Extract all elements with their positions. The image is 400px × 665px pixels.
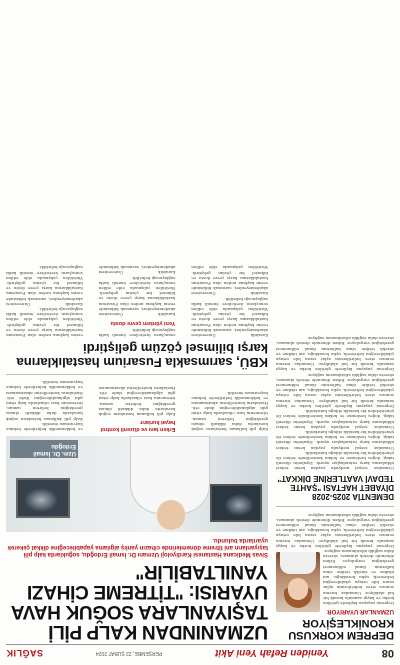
divider bbox=[276, 506, 394, 507]
second-left-body: Uzmanlar, sosyal medyada yayılan kesin tedavi iddialarına karşı vatandaşları uyardı. Diyabetin düzenli takip, doğru beslenme ve hekim kontrolünde tedavi ile yönetilebilen bir hastalık olduğu hatırlatıldı. bbox=[276, 450, 394, 472]
left-subheadline: UZMANLAR UYARIYOR bbox=[327, 608, 394, 614]
main-body-cont2: Kalp pili kullanan hastaların soğuk havalarda daha dikkatli olması gerektiğini belirten uzman, titremenin bazı cihazlarda kalp ritmi gibi algılanabileceğini ifade etti. Hastaların kontrollerini aksatmaması ve beklenmedik belirtilerde hekime başvurması önerildi. bbox=[6, 380, 83, 422]
main-column bbox=[6, 6, 268, 641]
second-left-body-cont: Uzmanlar, sosyal medyada yayılan kesin tedavi iddialarına karşı vatandaşları uyardı. Diyabetin düzenli takip, doğru beslenme ve hekim kontrolünde tedavi ile yönetilebilen bir hastalık olduğu hatırlatıldı. bbox=[276, 429, 394, 451]
left-body-cont: Depremi yaşayan kişilerde görülen korku ve kaygı zamanla kronik bir hal alabiliyor. Uzmanlar, travma sonrası stres belirtilerinin aylar sonra bile ortaya çıkabileceğini belirterek, uyku bozukluğu, ani irkilme ve sürekli tetikte olma hallerinin ihmal edilmemesi gerektiğini vurguluyor. Erken dönemde destek alınması, sürecin daha sağlıklı atlatılmasını sağlıyor. bbox=[276, 512, 394, 549]
second-body-cont: Karabük Üniversitesi akademisyenleri, sarımsak bitkisinde verim kaybına neden olan Fusarium hastalıklarına karşı çevre dostu ve bilimsel bir çözüm geliştirdi. Yürütülen çalışmada elde edilen sonuçların üreticilere önemli katkı sağlayacağı belirtildi. bbox=[98, 265, 268, 338]
main-dek: Sivas Medicana Hastanesi Kardiyoloji Uzmanı Dr. İsmail Erdoğdu, soğuklarda kalp pili taşıyanların ani titreme dönemlerinde cihazın yanlış algılama yapabileceğine dikkat çekerek uyarılarda bulundu. bbox=[7, 537, 268, 557]
divider bbox=[6, 374, 268, 375]
main-pullquote: Erken tanı ve düzenli kontrol hayat kurtarır bbox=[100, 419, 176, 432]
second-headline: KBÜ, sarımsakla Fusarium hastalıklarına karşı bilimsel çözüm geliştirdi bbox=[16, 340, 268, 370]
photo-caption: Uzm. Dr. İsmail Erdoğdu bbox=[10, 440, 78, 458]
second-left-body-cont4: Depremi yaşayan kişilerde görülen korku ve kaygı zamanla kronik bir hal alabiliyor. Uzmanlar, travma sonrası stres belirtilerinin aylar sonra bile ortaya çıkabileceğini belirterek, uyku bozukluğu, ani irkilme ve sürekli tetikte olma hallerinin ihmal edilmemesi gerektiğini vurguluyor. Erken dönemde destek alınması, sürecin daha sağlıklı atlatılmasını sağlıyor. bbox=[276, 336, 394, 373]
issue-date: PERŞEMBE, 22 ŞUBAT 2024 bbox=[95, 650, 163, 656]
main-headline: UZMANINDAN KALP PİLİ TAŞIYANLARA SOĞUK HAVA UYARISI: "TİTREME CİHAZI YANILTABİLİR" bbox=[11, 561, 268, 642]
newspaper-logo: Yeniden Refah Yeni Akit bbox=[215, 647, 329, 659]
page-number: 08 bbox=[381, 647, 394, 659]
second-left-body-cont3: Depremi yaşayan kişilerde görülen korku ve kaygı zamanla kronik bir hal alabiliyor. Uzmanlar, travma sonrası stres belirtilerinin aylar sonra bile ortaya çıkabileceğini belirterek, uyku bozukluğu, ani irkilme ve sürekli tetikte olma hallerinin ihmal edilmemesi gerektiğini vurguluyor. Erken dönemde destek alınması, sürecin daha sağlıklı atlatılmasını sağlıyor. bbox=[276, 372, 394, 409]
author-portrait bbox=[276, 552, 320, 612]
second-body-columns bbox=[6, 265, 268, 338]
second-body-cont4: Karabük Üniversitesi akademisyenleri, sarımsak bitkisinde verim kaybına neden olan Fusarium hastalıklarına karşı çevre dostu ve bilimsel bir çözüm geliştirdi. Yürütülen çalışmada elde edilen sonuçların üreticilere önemli katkı sağlayacağı belirtildi. bbox=[6, 265, 83, 307]
second-body-cont2: Karabük Üniversitesi akademisyenleri, sarımsak bitkisinde verim kaybına neden olan Fusarium hastalıklarına karşı çevre dostu ve bilimsel bir çözüm geliştirdi. Yürütülen çalışmada elde edilen sonuçların üreticilere önemli katkı sağlayacağı belirtildi. bbox=[98, 275, 176, 318]
main-body: Kalp pili kullanan hastaların soğuk havalarda daha dikkatli olması gerektiğini belirten uzman, titremenin bazı cihazlarda kalp ritmi gibi algılanabileceğini ifade etti. Hastaların kontrollerini aksatmaması ve beklenmedik belirtilerde hekime başvurması önerildi. bbox=[191, 390, 268, 432]
second-pullquote: Yeni yöntem çevre dostu bbox=[110, 319, 176, 326]
second-body: Karabük Üniversitesi akademisyenleri, sarımsak bitkisinde verim kaybına neden olan Fusarium hastalıklarına karşı çevre dostu ve bilimsel bir çözüm geliştirdi. Yürütülen çalışmada elde edilen sonuçların üreticilere önemli katkı sağlayacağı belirtildi. bbox=[191, 296, 268, 338]
left-headline: DEPREM KORKUSU KRONİKLEŞİYOR bbox=[288, 617, 394, 641]
main-body-columns bbox=[6, 380, 268, 432]
second-body-cont3: Karabük Üniversitesi akademisyenleri, sarımsak bitkisinde verim kaybına neden olan Fusarium hastalıklarına karşı çevre dostu ve bilimsel bir çözüm geliştirdi. Yürütülen çalışmada elde edilen sonuçların üreticilere önemli katkı sağlayacağı belirtildi. bbox=[6, 265, 176, 338]
main-body-cont: Kalp pili kullanan hastaların soğuk havalarda daha dikkatli olması gerektiğini belirten uzman, titremenin bazı cihazlarda kalp ritmi gibi algılanabileceğini ifade etti. Hastaların kontrollerini aksatmaması ve beklenmedik belirtilerde hekime başvurması önerildi. bbox=[6, 385, 176, 432]
left-column bbox=[276, 6, 394, 641]
left-body: Depremi yaşayan kişilerde görülen korku ve kaygı zamanla kronik bir hal alabiliyor. Uzmanlar, travma sonrası stres belirtilerinin aylar sonra bile ortaya çıkabileceğini belirterek, uyku bozukluğu, ani irkilme ve sürekli tetikte olma hallerinin ihmal edilmemesi gerektiğini vurguluyor. Erken dönemde destek alınması, sürecin daha sağlıklı atlatılmasını sağlıyor. bbox=[323, 548, 394, 606]
section-label: SAĞLIK bbox=[6, 648, 44, 658]
second-left-body-cont2: Uzmanlar, sosyal medyada yayılan kesin tedavi iddialarına karşı vatandaşları uyardı. Diyabetin düzenli takip, doğru beslenme ve hekim kontrolünde tedavi ile yönetilebilen bir hastalık olduğu hatırlatıldı. bbox=[276, 409, 394, 430]
masthead bbox=[6, 644, 394, 661]
doctor-photo bbox=[6, 436, 268, 532]
second-left-headline: DEMENTİA 2025-2028 DİYABET HAFTASI "ŞAHTE TEDAVİ VAATLERİNE DİKKAT" bbox=[277, 474, 394, 502]
